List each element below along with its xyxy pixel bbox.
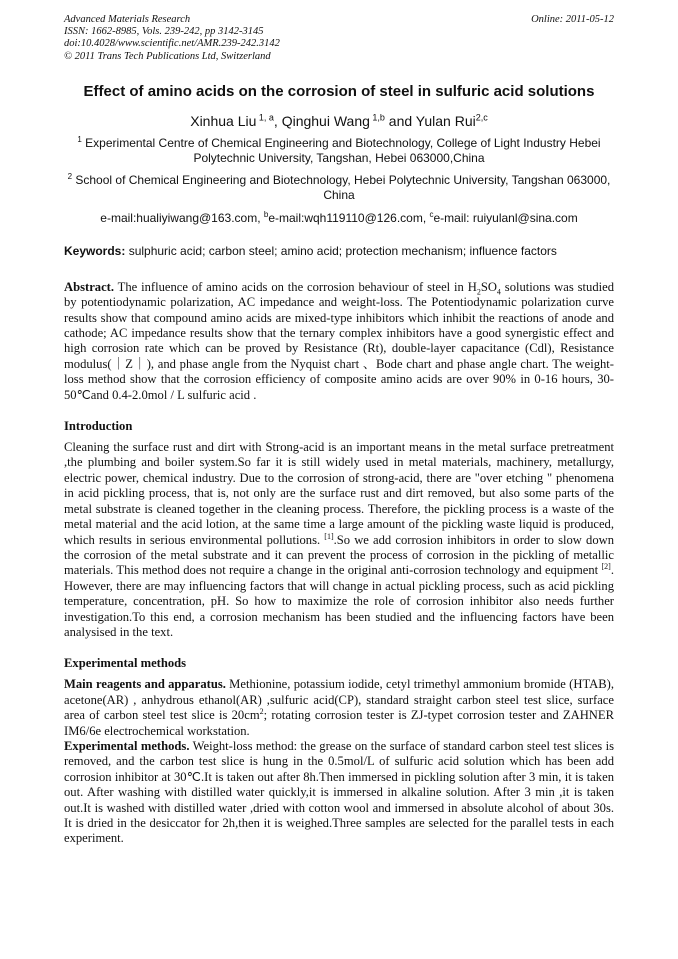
citation-2: [2]	[601, 562, 611, 572]
reagents-text-2: ; rotating corrosion tester is ZJ-typet corrosion tester and ZAHNER IM6/6e electrochemical workstation.	[64, 708, 614, 738]
methods-label: Experimental methods.	[64, 738, 190, 753]
email-2-marker: b	[263, 209, 269, 219]
affiliation-1-number: 1	[77, 134, 82, 144]
keywords-text: sulphuric acid; carbon steel; amino acid; protection mechanism; influence factors	[125, 243, 557, 258]
copyright-line: © 2011 Trans Tech Publications Ltd, Switzerland	[64, 50, 271, 62]
affiliation-2-text: School of Chemical Engineering and Biotechnology, Hebei Polytechnic University, Tangshan 063000, China	[72, 172, 611, 203]
introduction-paragraph	[64, 440, 614, 640]
journal-name: Advanced Materials Research	[64, 14, 191, 25]
abstract	[64, 280, 614, 403]
affiliation-2	[64, 173, 614, 204]
methods-heading: Experimental methods	[64, 656, 187, 671]
affiliation-2-number: 2	[67, 171, 73, 181]
intro-text-1: Cleaning the surface rust and dirt with Strong-acid is an important means in the metal surface pretreatment ,the plumbing and boiler system.So far it is still widely used in metal materials, machinery, metallurgy, electric power, chemical industry. Due to the corrosion of strong-acid, there are "over etching " phenomena in acid pickling process, that is, not only are the surface rust and dirt removed, but also some parts of the metal substrate is cleaned together in the cleaning process. Therefore, the pickling process is a waste of the metal material and the acid lotion, at the same time a large amount of the pickling waste liquid is produced, which results in serious environmental pollutions.	[64, 440, 614, 547]
author-3: and Yulan Rui	[384, 112, 476, 129]
formula-sub-2: 2	[476, 287, 481, 297]
author-1-affil: 1, a	[256, 112, 274, 123]
email-line	[64, 211, 614, 226]
methods-text: Weight-loss method: the grease on the surface of standard carbon steel test slices is removed, and the carbon test slice is hung in the 0.5mol/L of sulfuric acid solution which has been add corrosion inhibitor at 30℃.It is taken out after 8h.Then immersed in pickling solution after 3 min, it is taken out. After washing with distilled water quickly,it is immersed in alkaline solution. After 3 min ,it is taken out.It is washed with distilled water ,dried with cotton wool and immersed in absolute alcohol of about 30s. It is dried in the desiccator for 2h,then it is weighed.Three samples are selected for the parallel tests in each experiment.	[64, 738, 614, 846]
author-1: Xinhua Liu	[190, 112, 257, 129]
email-3: e-mail: ruiyulanl@sina.com	[433, 210, 578, 225]
affiliation-1	[64, 136, 614, 167]
intro-text-2: .So we add corrosion inhibitors in order to slow down the corrosion of the metal substrate and it can prevent the process of corrosion in the pickling of metallic materials. This method does not require a change in the original anti-corrosion technology and equipment	[64, 532, 615, 578]
introduction-heading: Introduction	[64, 419, 133, 434]
journal-header	[64, 14, 614, 63]
keywords	[64, 244, 614, 259]
affiliation-1-text: Experimental Centre of Chemical Engineering and Biotechnology, College of Light Industry Hebei Polytechnic University, Tangshan, Hebei 063000,China	[81, 135, 601, 166]
online-date: Online: 2011-05-12	[531, 14, 614, 25]
intro-text-3: . However, there are may influencing factors that will change in actual pickling process, such as acid pickling temperature, concentration, pH. So how to maximize the role of corrosion inhibitor also needs further investigation.To this end, a corrosion mechanism has been studied and the influencing factors have been analysised in the text.	[64, 563, 614, 639]
formula-sub-4: 4	[496, 287, 501, 297]
area-unit-sup: 2	[259, 706, 264, 716]
author-3-affil: 2,c	[475, 112, 488, 123]
email-2: e-mail:wqh119110@126.com,	[268, 210, 430, 225]
methods-paragraph	[64, 739, 614, 847]
author-list	[64, 113, 614, 130]
email-3-marker: c	[429, 209, 434, 219]
formula-so: SO	[480, 279, 497, 294]
abstract-text-1: The influence of amino acids on the corrosion behaviour of steel in H	[114, 279, 477, 294]
email-1: e-mail:hualiyiwang@163.com,	[100, 210, 264, 225]
keywords-label: Keywords:	[64, 243, 126, 258]
author-2: , Qinghui Wang	[273, 112, 370, 129]
abstract-text-2: solutions was studied by potentiodynamic polarization, AC impedance and weight-loss. The Potentiodynamic polarization curve results show that compound amino acids are mixed-type inhibitors which inhibit the reactions of anode and cathode; AC impedance results show that the ternary complex inhibitors have a good synergistic effect and high corrosion rate which can be proved by Resistance (Rt), double-layer capacitance (Cdl), Resistance modulus(｜Z｜), and phase angle from the Nyquist chart 、Bode chart and phase angle chart. The weight-loss method show that the corrosion efficiency of composite amino acids are over 90% in 0-16 hours, 30-50℃and 0.4-2.0mol / L sulfuric acid .	[64, 279, 614, 402]
doi-line: doi:10.4028/www.scientific.net/AMR.239-242.3142	[64, 38, 280, 50]
reagents-label: Main reagents and apparatus.	[64, 677, 226, 692]
abstract-label: Abstract.	[64, 279, 115, 294]
citation-1: [1]	[324, 531, 334, 541]
paper-title: Effect of amino acids on the corrosion of steel in sulfuric acid solutions	[83, 82, 595, 100]
reagents-paragraph	[64, 677, 614, 739]
author-2-affil: 1,b	[369, 112, 385, 123]
issn-line: ISSN: 1662-8985, Vols. 239-242, pp 3142-3145	[64, 26, 264, 38]
reagents-text-1: Methionine, potassium iodide, cetyl trimethyl ammonium bromide (HTAB), acetone(AR) , anhydrous ethanol(AR) ,sulfuric acid(CP), standard straight carbon steel test slice, surface area of carbon steel test slice is 20cm	[64, 677, 614, 723]
